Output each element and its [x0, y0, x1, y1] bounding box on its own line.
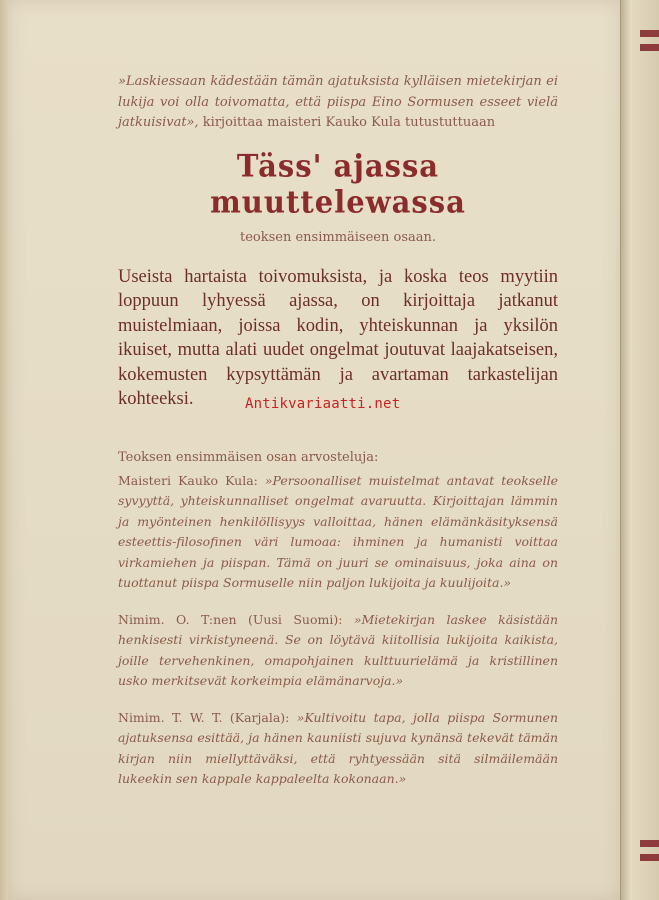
- watermark-text: Antikvariaatti.net: [245, 396, 401, 412]
- intro-paragraph: [118, 72, 558, 134]
- book-spine: [620, 0, 659, 900]
- review-2: [118, 610, 558, 692]
- reviews-heading: Teoksen ensimmäisen osan arvosteluja:: [118, 449, 379, 465]
- reviewer-name: Nimim. T. W. T. (Karjala):: [118, 709, 297, 725]
- subtitle: teoksen ensimmäiseen osaan.: [239, 229, 436, 245]
- spine-stripe: [640, 44, 659, 51]
- reviewer-name: Maisteri Kauko Kula:: [118, 472, 265, 488]
- spine-stripe: [640, 30, 659, 37]
- intro-attribution: kirjoittaa maisteri Kauko Kula tutustuttuaan: [198, 115, 496, 130]
- review-3: [118, 708, 558, 790]
- review-quote: »Kultivoitu tapa, jolla piispa Sormunen ajatuksensa esittää, ja hänen kauniisti sujuva kynänsä tekevät tämän kirjan niin miellyttäväksi, että ryhtyessään sitä silmäilemään lukeekin sen kappale kappaleelta kokonaan.»: [118, 709, 558, 786]
- intro-quote: »Laskiessaan kädestään tämän ajatuksista kylläisen mietekirjan ei lukija voi olla toivomatta, että piispa Eino Sormusen esseet vielä jatkuisivat»,: [118, 74, 558, 130]
- spine-stripe: [640, 854, 659, 861]
- book-title: Täss' ajassa muuttelewassa: [210, 147, 466, 220]
- page-edge: [0, 0, 8, 900]
- review-quote: »Mietekirjan laskee käsistään henkisesti virkistyneenä. Se on löytävä kiitollisia lukijoita kaikista, joille tervehenkinen, omapohjainen kulttuurielämä ja kristillinen usko merkitsevät korkeimpia elämänarvoja.»: [118, 611, 558, 688]
- spine-stripe: [640, 840, 659, 847]
- cover-text: [118, 72, 558, 790]
- main-paragraph: Useista hartaista toivomuksista, ja koska teos myytiin loppuun lyhyessä ajassa, on kirjoittaja jatkanut muistelmiaan, joissa kodin, yhteiskunnan ja yksilön ikuiset, mutta alati uudet ongelmat joutuvat laajakatseisen, kokemusten kypsyttämän ja avartaman tarkastelijan kohteeksi.: [118, 266, 558, 409]
- review-1: [118, 471, 558, 594]
- reviewer-name: Nimim. O. T:nen (Uusi Suomi):: [118, 611, 354, 627]
- review-quote: »Persoonalliset muistelmat antavat teokselle syvyyttä, yhteiskunnalliset ongelmat avaruutta. Kirjoittajan lämmin ja myönteinen henkilöllisyys valloittaa, hänen elämänkäsityksensä esteettis-filosofinen väri lumoaa: ihminen ja humanisti voittaa virkamiehen ja piispan. Tämä on juuri se ominaisuus, joka aina on tuottanut piispa Sormuselle niin paljon lukijoita ja kuulijoita.»: [118, 472, 558, 590]
